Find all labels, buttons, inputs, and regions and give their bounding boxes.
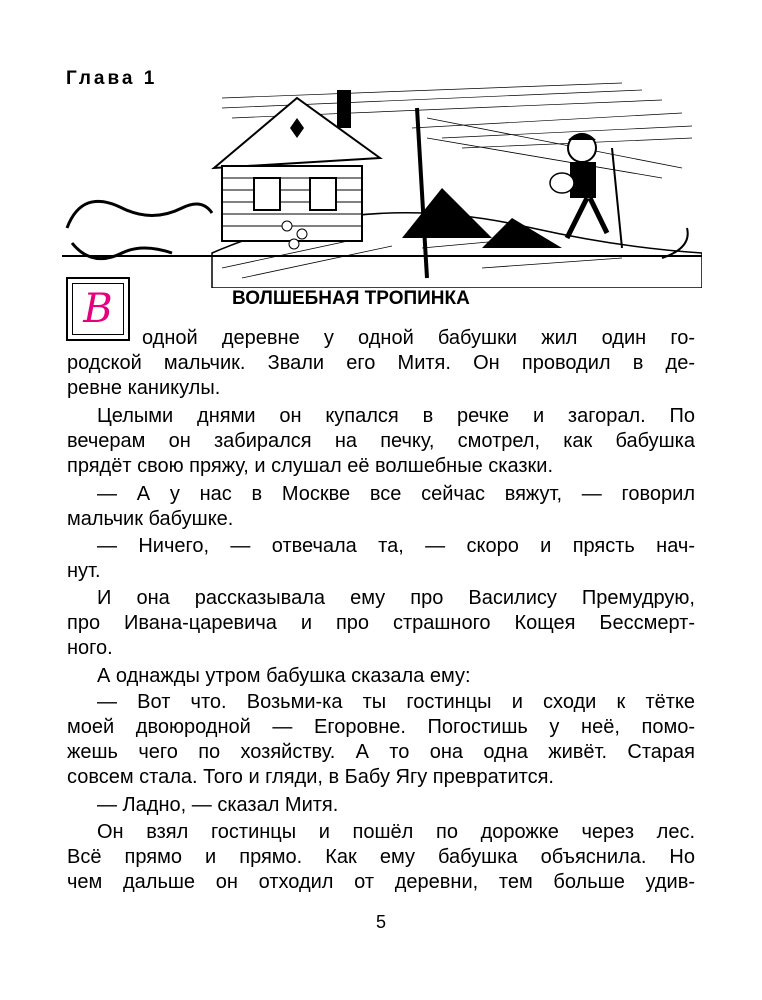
paragraph-5: А однажды утром бабушка сказала ему: [97, 665, 471, 687]
village-illustration [62, 78, 702, 288]
paragraph-8: Он взял гостинцы и пошёл по дорожке через лес. Всё прямо и прямо. Как ему бабушка объяснила. Но чем дальше он отходил от деревни, тем больше удив- [67, 821, 695, 893]
paragraph-7: — Ладно, — сказал Митя. [97, 794, 339, 816]
first-paragraph-line-1: одной деревне у одной бабушки жил один го- [142, 327, 695, 349]
paragraph-6: — Вот что. Возьми-ка ты гостинцы и сходи к тётке моей двоюродной — Егоровне. Погостишь у неё, помо- жешь чего по хозяйству. А то она одна живёт. Старая совсем стала. Того и гляди, в Бабу Ягу превратится. [67, 691, 695, 788]
dropcap-frame [66, 277, 130, 341]
paragraph-4: И она рассказывала ему про Василису Премудрую, про Ивана-царевича и про страшного Кощея Бессмерт- ного. [67, 587, 695, 659]
story-title: ВОЛШЕБНАЯ ТРОПИНКА [232, 288, 470, 309]
dropcap-letter: В [83, 286, 113, 332]
paragraph-3: — Ничего, — отвечала та, — скоро и прясть нач- нут. [67, 535, 695, 582]
page-number: 5 [375, 912, 386, 932]
chapter-heading: Глава 1 [66, 68, 158, 89]
paragraph-2: — А у нас в Москве все сейчас вяжут, — говорил мальчик бабушке. [67, 483, 695, 530]
paragraph-1: Целыми днями он купался в речке и загорал. По вечерам он забирался на печку, смотрел, как бабушка прядёт свою пряжу, и слушал её волшебные сказки. [67, 405, 695, 477]
first-paragraph-rest: родской мальчик. Звали его Митя. Он проводил в де- ревне каникулы. [67, 352, 695, 399]
